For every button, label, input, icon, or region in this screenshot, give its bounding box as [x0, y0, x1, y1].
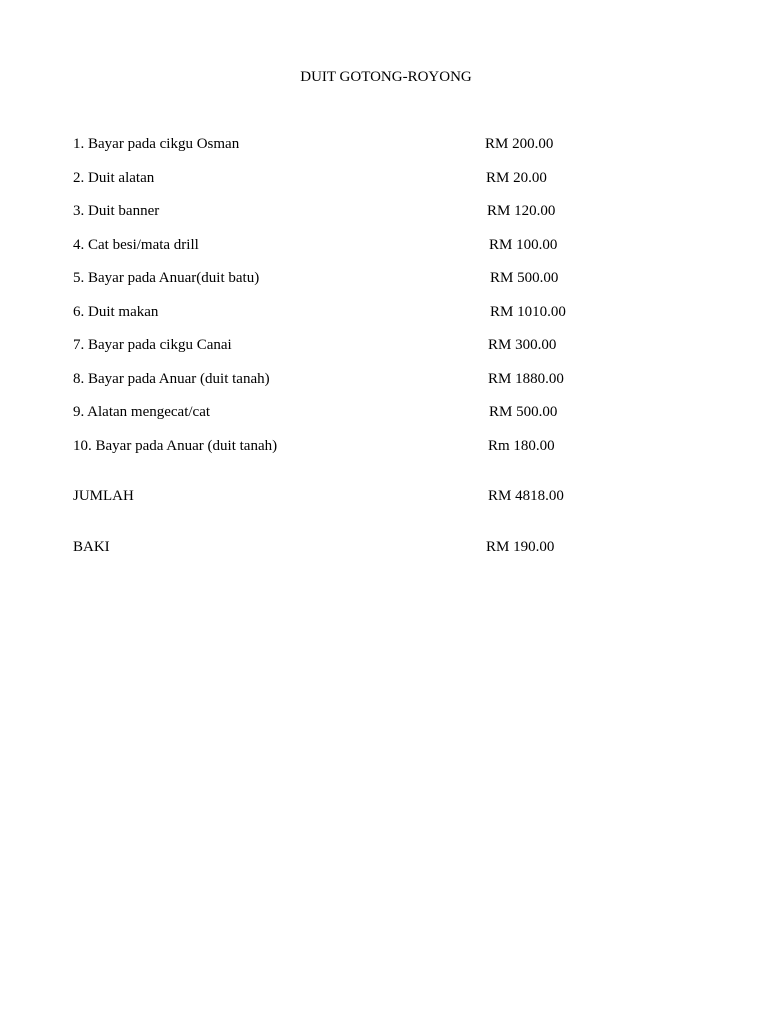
item-label: 3. Duit banner — [73, 203, 160, 219]
item-amount: RM 300.00 — [488, 337, 557, 353]
list-item — [0, 370, 768, 388]
total-amount: RM 4818.00 — [488, 488, 564, 504]
list-item — [0, 202, 768, 220]
balance-label: BAKI — [73, 539, 110, 555]
item-label: 10. Bayar pada Anuar (duit tanah) — [73, 438, 278, 454]
balance-amount: RM 190.00 — [486, 539, 555, 555]
item-amount: RM 120.00 — [487, 203, 556, 219]
list-item — [0, 303, 768, 321]
item-amount: RM 20.00 — [486, 170, 547, 186]
list-item — [0, 403, 768, 421]
list-item — [0, 169, 768, 187]
item-amount: RM 200.00 — [485, 136, 554, 152]
item-label: 1. Bayar pada cikgu Osman — [73, 136, 240, 152]
item-amount: RM 500.00 — [490, 270, 559, 286]
document-title: DUIT GOTONG-ROYONG — [300, 69, 472, 85]
list-item — [0, 135, 768, 153]
item-label: 4. Cat besi/mata drill — [73, 237, 199, 253]
item-amount: RM 100.00 — [489, 237, 558, 253]
total-row — [0, 487, 768, 505]
item-amount: RM 1010.00 — [490, 304, 566, 320]
list-item — [0, 236, 768, 254]
item-label: 6. Duit makan — [73, 304, 159, 320]
list-item — [0, 336, 768, 354]
list-item — [0, 269, 768, 287]
list-item — [0, 437, 768, 455]
balance-row — [0, 538, 768, 556]
item-label: 5. Bayar pada Anuar(duit batu) — [73, 270, 260, 286]
item-label: 9. Alatan mengecat/cat — [73, 404, 211, 420]
item-amount: RM 500.00 — [489, 404, 558, 420]
item-label: 2. Duit alatan — [73, 170, 155, 186]
item-amount: Rm 180.00 — [488, 438, 555, 454]
item-amount: RM 1880.00 — [488, 371, 564, 387]
total-label: JUMLAH — [73, 488, 134, 504]
item-label: 7. Bayar pada cikgu Canai — [73, 337, 232, 353]
item-label: 8. Bayar pada Anuar (duit tanah) — [73, 371, 270, 387]
